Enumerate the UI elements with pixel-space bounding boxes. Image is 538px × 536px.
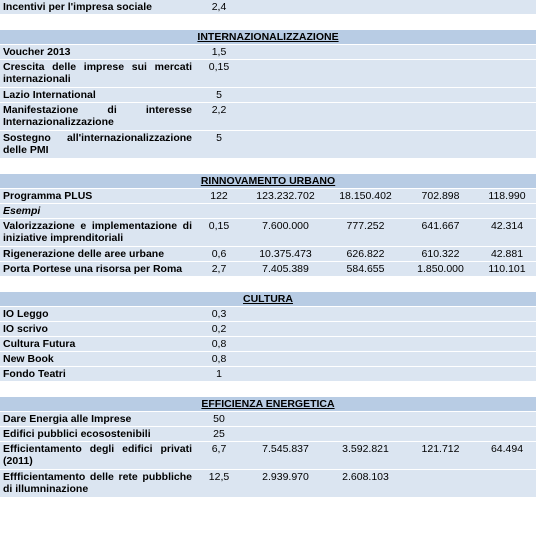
table-row bbox=[0, 470, 536, 498]
cell-value bbox=[403, 412, 478, 426]
row-label: Edifici pubblici ecosostenibili bbox=[3, 428, 151, 440]
table-row bbox=[0, 247, 536, 262]
spacer-row bbox=[0, 382, 536, 397]
cell-value bbox=[403, 103, 478, 130]
cell-value bbox=[328, 322, 403, 336]
cell-value bbox=[328, 412, 403, 426]
cell-value: 5 bbox=[216, 89, 222, 101]
cell-value: 1,5 bbox=[211, 46, 227, 58]
row-label: New Book bbox=[3, 353, 54, 365]
cell-value bbox=[243, 412, 328, 426]
cell-value bbox=[328, 307, 403, 321]
cell-value bbox=[243, 131, 328, 158]
cell-value: 7.545.837 bbox=[262, 443, 309, 455]
row-label: Cultura Futura bbox=[3, 338, 76, 350]
table-row bbox=[0, 204, 536, 219]
cell-value bbox=[478, 131, 536, 158]
cell-value: 5 bbox=[216, 132, 222, 144]
cell-value bbox=[328, 337, 403, 351]
cell-value bbox=[478, 470, 536, 497]
table-row bbox=[0, 0, 536, 15]
cell-value: 123.232.702 bbox=[256, 190, 315, 202]
cell-value: 641.667 bbox=[421, 220, 460, 232]
cell-value: 6,7 bbox=[211, 443, 227, 455]
spacer-row bbox=[0, 159, 536, 174]
section-header bbox=[0, 292, 536, 307]
cell-value bbox=[478, 60, 536, 87]
cell-value bbox=[403, 45, 478, 59]
cell-value: 110.101 bbox=[488, 263, 526, 275]
cell-value bbox=[328, 352, 403, 366]
cell-value: 0,15 bbox=[208, 220, 230, 232]
cell-value bbox=[328, 131, 403, 158]
spacer-row bbox=[0, 15, 536, 30]
cell-value: 25 bbox=[213, 428, 225, 440]
table-row bbox=[0, 262, 536, 277]
cell-value bbox=[243, 103, 328, 130]
table-row bbox=[0, 60, 536, 88]
table-row bbox=[0, 322, 536, 337]
cell-value bbox=[328, 367, 403, 381]
cell-value bbox=[478, 322, 536, 336]
cell-value: 0,15 bbox=[208, 61, 230, 73]
cell-value bbox=[478, 337, 536, 351]
table-row bbox=[0, 88, 536, 103]
table-row bbox=[0, 427, 536, 442]
section-header bbox=[0, 174, 536, 189]
cell-value bbox=[403, 352, 478, 366]
section-title: INTERNAZIONALIZZAZIONE bbox=[197, 31, 339, 43]
cell-value bbox=[478, 204, 536, 218]
cell-value bbox=[478, 88, 536, 102]
row-label: Lazio International bbox=[3, 89, 96, 101]
cell-value bbox=[403, 337, 478, 351]
cell-value: 702.898 bbox=[421, 190, 460, 202]
cell-value bbox=[478, 0, 536, 14]
cell-value: 64.494 bbox=[490, 443, 524, 455]
cell-value: 777.252 bbox=[346, 220, 385, 232]
cell-value: 118.990 bbox=[488, 190, 526, 202]
cell-value: 3.592.821 bbox=[342, 443, 389, 455]
row-label: Rigenerazione delle aree urbane bbox=[3, 248, 165, 260]
cell-value: 0,3 bbox=[211, 308, 227, 320]
cell-value: 42.314 bbox=[490, 220, 524, 232]
cell-value bbox=[328, 204, 403, 218]
row-label: Crescita delle imprese sui mercati internazionali bbox=[3, 61, 192, 85]
cell-value: 584.655 bbox=[346, 263, 385, 275]
cell-value: 2,2 bbox=[211, 104, 227, 116]
cell-value bbox=[243, 88, 328, 102]
cell-value bbox=[403, 367, 478, 381]
cell-value bbox=[243, 0, 328, 14]
section-header bbox=[0, 30, 536, 45]
spacer-row bbox=[0, 277, 536, 292]
cell-value: 7.405.389 bbox=[262, 263, 309, 275]
cell-value bbox=[478, 412, 536, 426]
cell-value bbox=[243, 322, 328, 336]
section-title: CULTURA bbox=[243, 293, 293, 305]
cell-value bbox=[328, 427, 403, 441]
cell-value: 610.322 bbox=[421, 248, 460, 260]
row-label: Porta Portese una risorsa per Roma bbox=[3, 263, 183, 275]
cell-value bbox=[243, 367, 328, 381]
table-row bbox=[0, 412, 536, 427]
cell-value: 2.939.970 bbox=[262, 471, 309, 483]
cell-value: 1 bbox=[216, 368, 222, 380]
table-row bbox=[0, 442, 536, 470]
row-label: Dare Energia alle Imprese bbox=[3, 413, 132, 425]
row-label: Effficientamento delle rete pubbliche di illumninazione bbox=[3, 471, 192, 495]
cell-value: 121.712 bbox=[421, 443, 460, 455]
cell-value: 50 bbox=[213, 413, 225, 425]
cell-value: 18.150.402 bbox=[339, 190, 392, 202]
cell-value bbox=[403, 131, 478, 158]
cell-value bbox=[328, 45, 403, 59]
cell-value: 626.822 bbox=[346, 248, 385, 260]
cell-value bbox=[403, 307, 478, 321]
cell-value: 0,8 bbox=[211, 338, 227, 350]
cell-value bbox=[478, 45, 536, 59]
cell-value: 0,2 bbox=[211, 323, 227, 335]
cell-value bbox=[195, 204, 243, 218]
cell-value bbox=[328, 60, 403, 87]
cell-value: 0,8 bbox=[211, 353, 227, 365]
section-title: RINNOVAMENTO URBANO bbox=[200, 175, 336, 187]
cell-value bbox=[243, 427, 328, 441]
cell-value: 1.850.000 bbox=[417, 263, 464, 275]
table-row bbox=[0, 337, 536, 352]
table-row bbox=[0, 131, 536, 159]
table-row bbox=[0, 367, 536, 382]
table-row bbox=[0, 219, 536, 247]
cell-value bbox=[243, 45, 328, 59]
row-label: Voucher 2013 bbox=[3, 46, 71, 58]
row-label: Esempi bbox=[3, 205, 41, 217]
cell-value: 122 bbox=[210, 190, 228, 202]
cell-value: 12,5 bbox=[208, 471, 230, 483]
cell-value: 2,7 bbox=[211, 263, 227, 275]
row-label: Fondo Teatri bbox=[3, 368, 66, 380]
table-row bbox=[0, 352, 536, 367]
cell-value bbox=[403, 0, 478, 14]
cell-value bbox=[478, 103, 536, 130]
row-label: IO Leggo bbox=[3, 308, 49, 320]
cell-value: 0,6 bbox=[211, 248, 227, 260]
cell-value bbox=[243, 60, 328, 87]
cell-value bbox=[478, 427, 536, 441]
cell-value: 7.600.000 bbox=[262, 220, 309, 232]
cell-value bbox=[243, 352, 328, 366]
cell-value bbox=[243, 337, 328, 351]
cell-value bbox=[403, 322, 478, 336]
cell-value bbox=[403, 427, 478, 441]
row-label: Valorizzazione e implementazione di iniziative imprenditoriali bbox=[3, 220, 192, 244]
cell-value bbox=[478, 307, 536, 321]
cell-value bbox=[328, 88, 403, 102]
cell-value bbox=[403, 60, 478, 87]
cell-value: 2.608.103 bbox=[342, 471, 389, 483]
cell-value bbox=[403, 88, 478, 102]
row-label: IO scrivo bbox=[3, 323, 48, 335]
section-title: EFFICIENZA ENERGETICA bbox=[201, 398, 335, 410]
row-label: Manifestazione di interesse Internazionalizzazione bbox=[3, 104, 192, 128]
cell-value: 10.375.473 bbox=[259, 248, 312, 260]
cell-value: 42.881 bbox=[490, 248, 524, 260]
row-label: Efficientamento degli edifici privati (2011) bbox=[3, 443, 192, 467]
cell-value bbox=[328, 0, 403, 14]
cell-value bbox=[243, 307, 328, 321]
row-label: Programma PLUS bbox=[3, 190, 93, 202]
section-header bbox=[0, 397, 536, 412]
cell-value bbox=[403, 470, 478, 497]
cell-value bbox=[243, 204, 328, 218]
table-row bbox=[0, 45, 536, 60]
cell-value bbox=[403, 204, 478, 218]
row-label: Incentivi per l'impresa sociale bbox=[3, 1, 152, 13]
cell-value bbox=[478, 367, 536, 381]
table-row bbox=[0, 103, 536, 131]
cell-value: 2,4 bbox=[211, 1, 227, 13]
row-label: Sostegno all'internazionalizzazione delle PMI bbox=[3, 132, 192, 156]
table-row bbox=[0, 307, 536, 322]
table-row bbox=[0, 189, 536, 204]
cell-value bbox=[478, 352, 536, 366]
cell-value bbox=[328, 103, 403, 130]
